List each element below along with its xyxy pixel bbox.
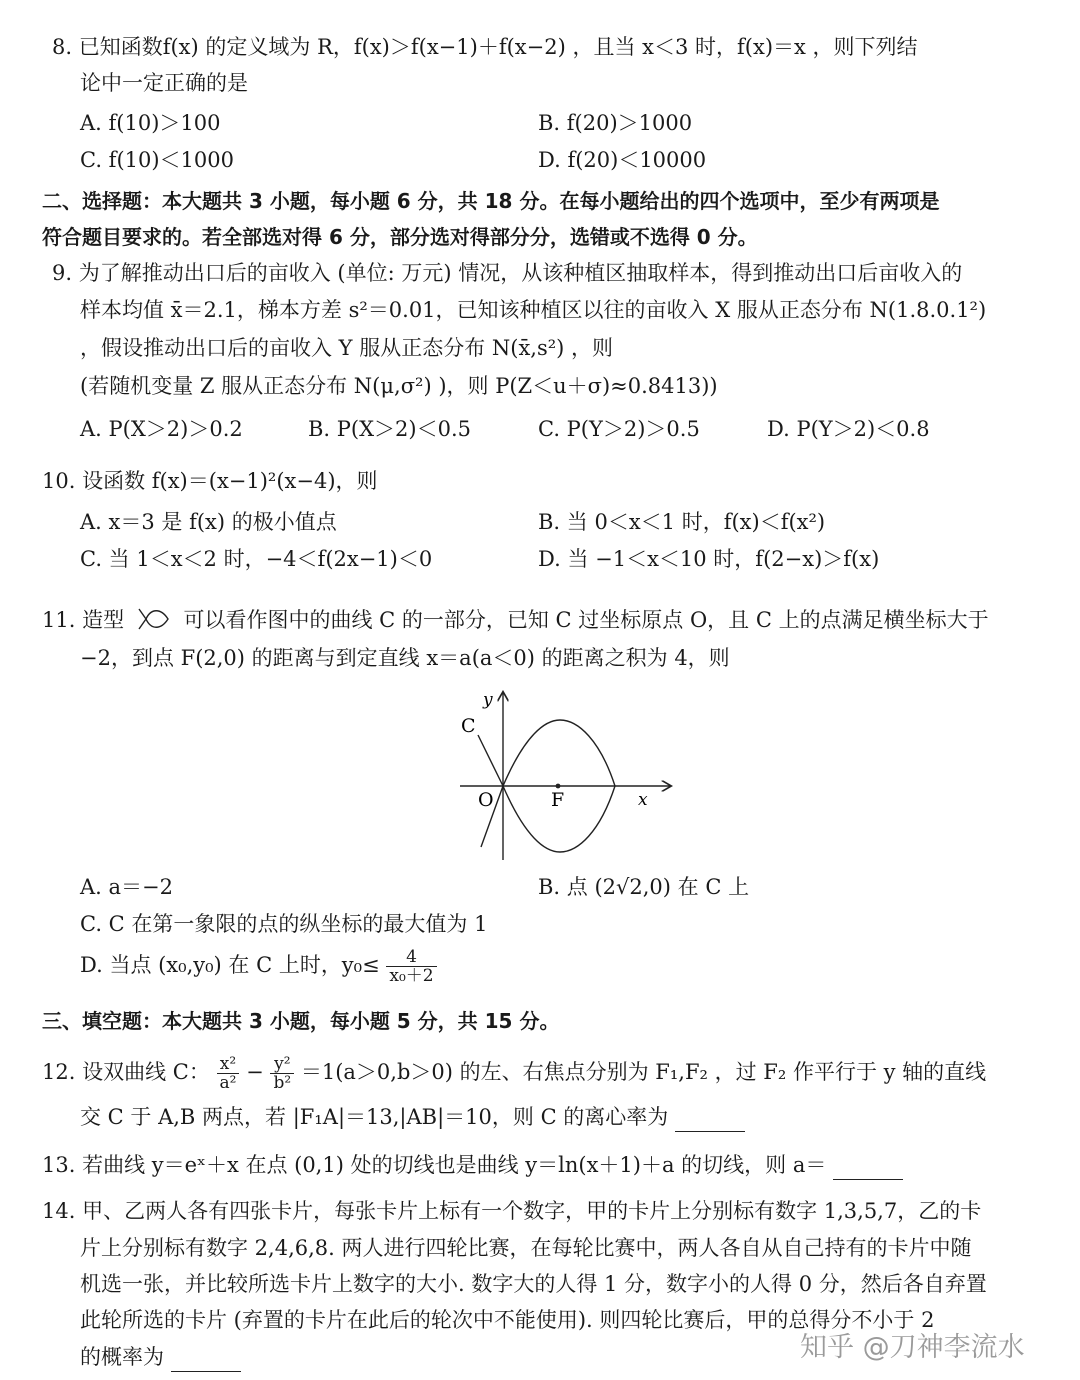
q10-stem: 10. 设函数 f(x)＝(x−1)²(x−4)，则 [42, 469, 378, 493]
fig-label-y: y [483, 690, 493, 710]
q12-stem-line2 [80, 1102, 745, 1132]
q11-option-c: C. C 在第一象限的点的纵坐标的最大值为 1 [80, 912, 488, 936]
q10-option-c: C. 当 1＜x＜2 时，−4＜f(2x−1)＜0 [80, 547, 433, 571]
q11-fraction-numerator: 4 [386, 948, 436, 967]
q12-fraction-y-denominator: b² [273, 1073, 292, 1093]
curve-figure [445, 685, 695, 865]
fig-label-c: C [461, 715, 476, 737]
q10-option-d: D. 当 −1＜x＜10 时，f(2−x)＞f(x) [538, 547, 880, 571]
q8-option-c: C. f(10)＜1000 [80, 148, 234, 172]
q12-fraction-x-numerator: x² [217, 1055, 240, 1074]
q9-stem-line1: 9. 为了解推动出口后的亩收入 (单位: 万元) 情况，从该种植区抽取样本，得到推动出口后亩收入的 [52, 261, 963, 285]
section2-heading-line2: 符合题目要求的。若全部选对得 6 分，部分选对得部分分，选错或不选得 0 分。 [42, 225, 758, 249]
q11-option-d-fraction [386, 948, 436, 985]
q12-stem-line2-text: 交 C 于 A,B 两点，若 |F₁A|＝13,|AB|＝10，则 C 的离心率为 [80, 1105, 669, 1129]
q9-stem-line3: ，假设推动出口后的亩收入 Y 服从正态分布 N(x̄,s²) ，则 [80, 336, 614, 360]
q12-fraction-x [217, 1055, 240, 1092]
q11-option-d-text: D. 当点 (x₀,y₀) 在 C 上时，y₀≤ [80, 953, 380, 977]
fig-label-o: O [478, 789, 494, 811]
q11-option-a: A. a＝−2 [80, 875, 173, 899]
q11-stem-suffix: 可以看作图中的曲线 C 的一部分，已知 C 过坐标原点 O，且 C 上的点满足横坐标大于 [183, 608, 989, 632]
q8-option-a: A. f(10)＞100 [80, 111, 221, 135]
q14-stem-line1: 14. 甲、乙两人各有四张卡片，每张卡片上标有一个数字，甲的卡片上分别标有数字 1,3,5,7，乙的卡 [42, 1199, 982, 1223]
q11-stem-line1 [42, 605, 989, 635]
q13-answer-blank[interactable] [833, 1159, 903, 1180]
section2-heading-line1: 二、选择题：本大题共 3 小题，每小题 6 分，共 18 分。在每小题给出的四个选项中，至少有两项是 [42, 189, 940, 213]
q11-option-d [80, 948, 437, 985]
q14-stem-line4: 此轮所选的卡片 (弃置的卡片在此后的轮次中不能使用). 则四轮比赛后，甲的总得分不小于 2 [80, 1308, 935, 1332]
shape-glyph-icon [135, 606, 173, 632]
q12-fraction-y [270, 1055, 294, 1092]
fig-label-f: F [551, 789, 565, 811]
q9-option-c: C. P(Y＞2)＞0.5 [538, 417, 700, 441]
focus-point [556, 784, 561, 789]
q10-option-b: B. 当 0＜x＜1 时，f(x)＜f(x²) [538, 510, 826, 534]
q14-stem-line3: 机选一张，并比较所选卡片上数字的大小. 数字大的人得 1 分，数字小的人得 0 分，然后各自弃置 [80, 1272, 987, 1296]
q8-option-b: B. f(20)＞1000 [538, 111, 693, 135]
section3-heading: 三、填空题：本大题共 3 小题，每小题 5 分，共 15 分。 [42, 1009, 560, 1033]
q14-answer-blank[interactable] [171, 1351, 241, 1372]
q9-option-d: D. P(Y＞2)＜0.8 [767, 417, 930, 441]
q12-stem-suffix: ＝1(a＞0,b＞0) 的左、右焦点分别为 F₁,F₂ ，过 F₂ 作平行于 y 轴的直线 [300, 1060, 987, 1084]
q11-stem-prefix: 11. 造型 [42, 608, 125, 632]
q13-stem [42, 1150, 903, 1180]
q9-stem-line2: 样本均值 x̄＝2.1，梯本方差 s²＝0.01，已知该种植区以往的亩收入 X 服从正态分布 N(1.8.0.1²) [80, 298, 987, 322]
q11-stem-line2: −2，到点 F(2,0) 的距离与到定直线 x＝a(a＜0) 的距离之积为 4，则 [80, 646, 730, 670]
q12-stem-line1 [42, 1055, 986, 1092]
q8-stem-line2: 论中一定正确的是 [80, 71, 248, 95]
q14-stem-line5 [80, 1342, 241, 1372]
q8-stem-line1: 8. 已知函数f(x) 的定义域为 R，f(x)＞f(x−1)＋f(x−2) ，且当 x＜3 时，f(x)＝x ，则下列结 [52, 35, 918, 59]
q9-option-a: A. P(X＞2)＞0.2 [80, 417, 243, 441]
q12-answer-blank[interactable] [675, 1111, 745, 1132]
q11-option-b: B. 点 (2√2,0) 在 C 上 [538, 875, 750, 899]
q11-fraction-denominator: x₀＋2 [389, 966, 434, 986]
q12-minus: − [246, 1060, 264, 1084]
fig-label-x: x [638, 790, 648, 810]
q8-option-d: D. f(20)＜10000 [538, 148, 707, 172]
q14-stem-line2: 片上分别标有数字 2,4,6,8. 两人进行四轮比赛，在每轮比赛中，两人各自从自己持有的卡片中随 [80, 1236, 972, 1260]
q14-stem-line5-text: 的概率为 [80, 1345, 164, 1369]
q12-fraction-x-denominator: a² [219, 1073, 237, 1093]
q10-option-a: A. x＝3 是 f(x) 的极小值点 [80, 510, 337, 534]
q12-fraction-y-numerator: y² [270, 1055, 294, 1074]
q13-stem-text: 13. 若曲线 y＝eˣ＋x 在点 (0,1) 处的切线也是曲线 y＝ln(x＋1)＋a 的切线，则 a＝ [42, 1153, 827, 1177]
q9-option-b: B. P(X＞2)＜0.5 [308, 417, 472, 441]
q12-stem-prefix: 12. 设双曲线 C： [42, 1060, 210, 1084]
q9-stem-line4: (若随机变量 Z 服从正态分布 N(μ,σ²) )，则 P(Z＜u＋σ)≈0.8413)) [80, 374, 718, 398]
watermark: 知乎 @刀神李流水 [800, 1332, 1025, 1363]
